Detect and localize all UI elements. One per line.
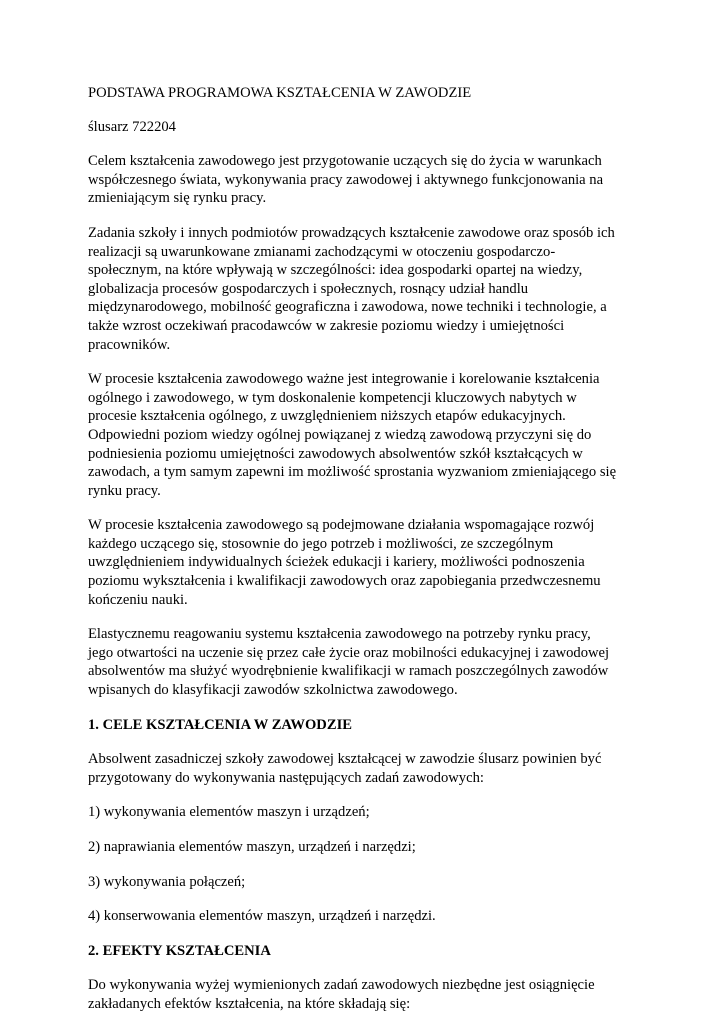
intro-paragraph-1: Celem kształcenia zawodowego jest przygotowanie uczących się do życia w warunkach współczesnego świata, wykonywania pracy zawodowej i aktywnego funkcjonowania na zmieniającym się rynku pracy.	[88, 153, 604, 207]
intro-paragraph-2: Zadania szkoły i innych podmiotów prowadzących kształcenie zawodowe oraz sposób ich realizacji są uwarunkowane zmianami zachodzącymi w otoczeniu gospodarczo-społecznym, na które wpływają w szczególności: idea gospodarki opartej na wiedzy, globalizacja procesów gospodarczych i społecznych, rosnący udział handlu międzynarodowego, mobilność geograficzna i zawodowa, nowe techniki i technologie, a także wzrost oczekiwań pracodawców w zakresie poziomu wiedzy i umiejętności pracowników.	[88, 224, 615, 353]
section-1-heading: 1. CELE KSZTAŁCENIA W ZAWODZIE	[88, 716, 352, 733]
task-list-item-4: 4) konserwowania elementów maszyn, urządzeń i narzędzi.	[88, 908, 436, 925]
task-list-item-1: 1) wykonywania elementów maszyn i urządzeń;	[88, 804, 370, 821]
section-2-heading: 2. EFEKTY KSZTAŁCENIA	[88, 942, 271, 959]
task-list-item-3: 3) wykonywania połączeń;	[88, 873, 246, 890]
section-1-intro: Absolwent zasadniczej szkoły zawodowej kształcącej w zawodzie ślusarz powinien być przygotowany do wykonywania następujących zadań zawodowych:	[88, 751, 602, 786]
profession-code: ślusarz 722204	[88, 118, 176, 135]
section-2-intro: Do wykonywania wyżej wymienionych zadań zawodowych niezbędne jest osiągnięcie zakładanych efektów kształcenia, na które składają się:	[88, 977, 595, 1012]
intro-paragraph-3: W procesie kształcenia zawodowego ważne jest integrowanie i korelowanie kształcenia ogólnego i zawodowego, w tym doskonalenie kompetencji kluczowych nabytych w procesie kształcenia ogólnego, z uwzględnieniem niższych etapów edukacyjnych. Odpowiedni poziom wiedzy ogólnej powiązanej z wiedzą zawodową przyczyni się do podniesienia poziomu umiejętności zawodowych absolwentów szkół kształcących w zawodach, a tym samym zapewni im możliwość sprostania wyzwaniom zmieniającego się rynku pracy.	[88, 371, 617, 499]
document-title: PODSTAWA PROGRAMOWA KSZTAŁCENIA W ZAWODZIE	[88, 85, 472, 101]
intro-paragraph-5: Elastycznemu reagowaniu systemu kształcenia zawodowego na potrzeby rynku pracy, jego otwartości na uczenie się przez całe życie oraz mobilności edukacyjnej i zawodowej absolwentów ma służyć wyodrębnienie kwalifikacji w ramach poszczególnych zawodów wpisanych do klasyfikacji zawodów szkolnictwa zawodowego.	[88, 626, 610, 699]
task-list-item-2: 2) naprawiania elementów maszyn, urządzeń i narzędzi;	[88, 839, 416, 855]
intro-paragraph-4: W procesie kształcenia zawodowego są podejmowane działania wspomagające rozwój każdego uczącego się, stosownie do jego potrzeb i możliwości, ze szczególnym uwzględnieniem indywidualnych ścieżek edukacji i kariery, możliwości podnoszenia poziomu wykształcenia i kwalifikacji zawodowych oraz zapobiegania przedwczesnemu kończeniu nauki.	[88, 517, 601, 608]
